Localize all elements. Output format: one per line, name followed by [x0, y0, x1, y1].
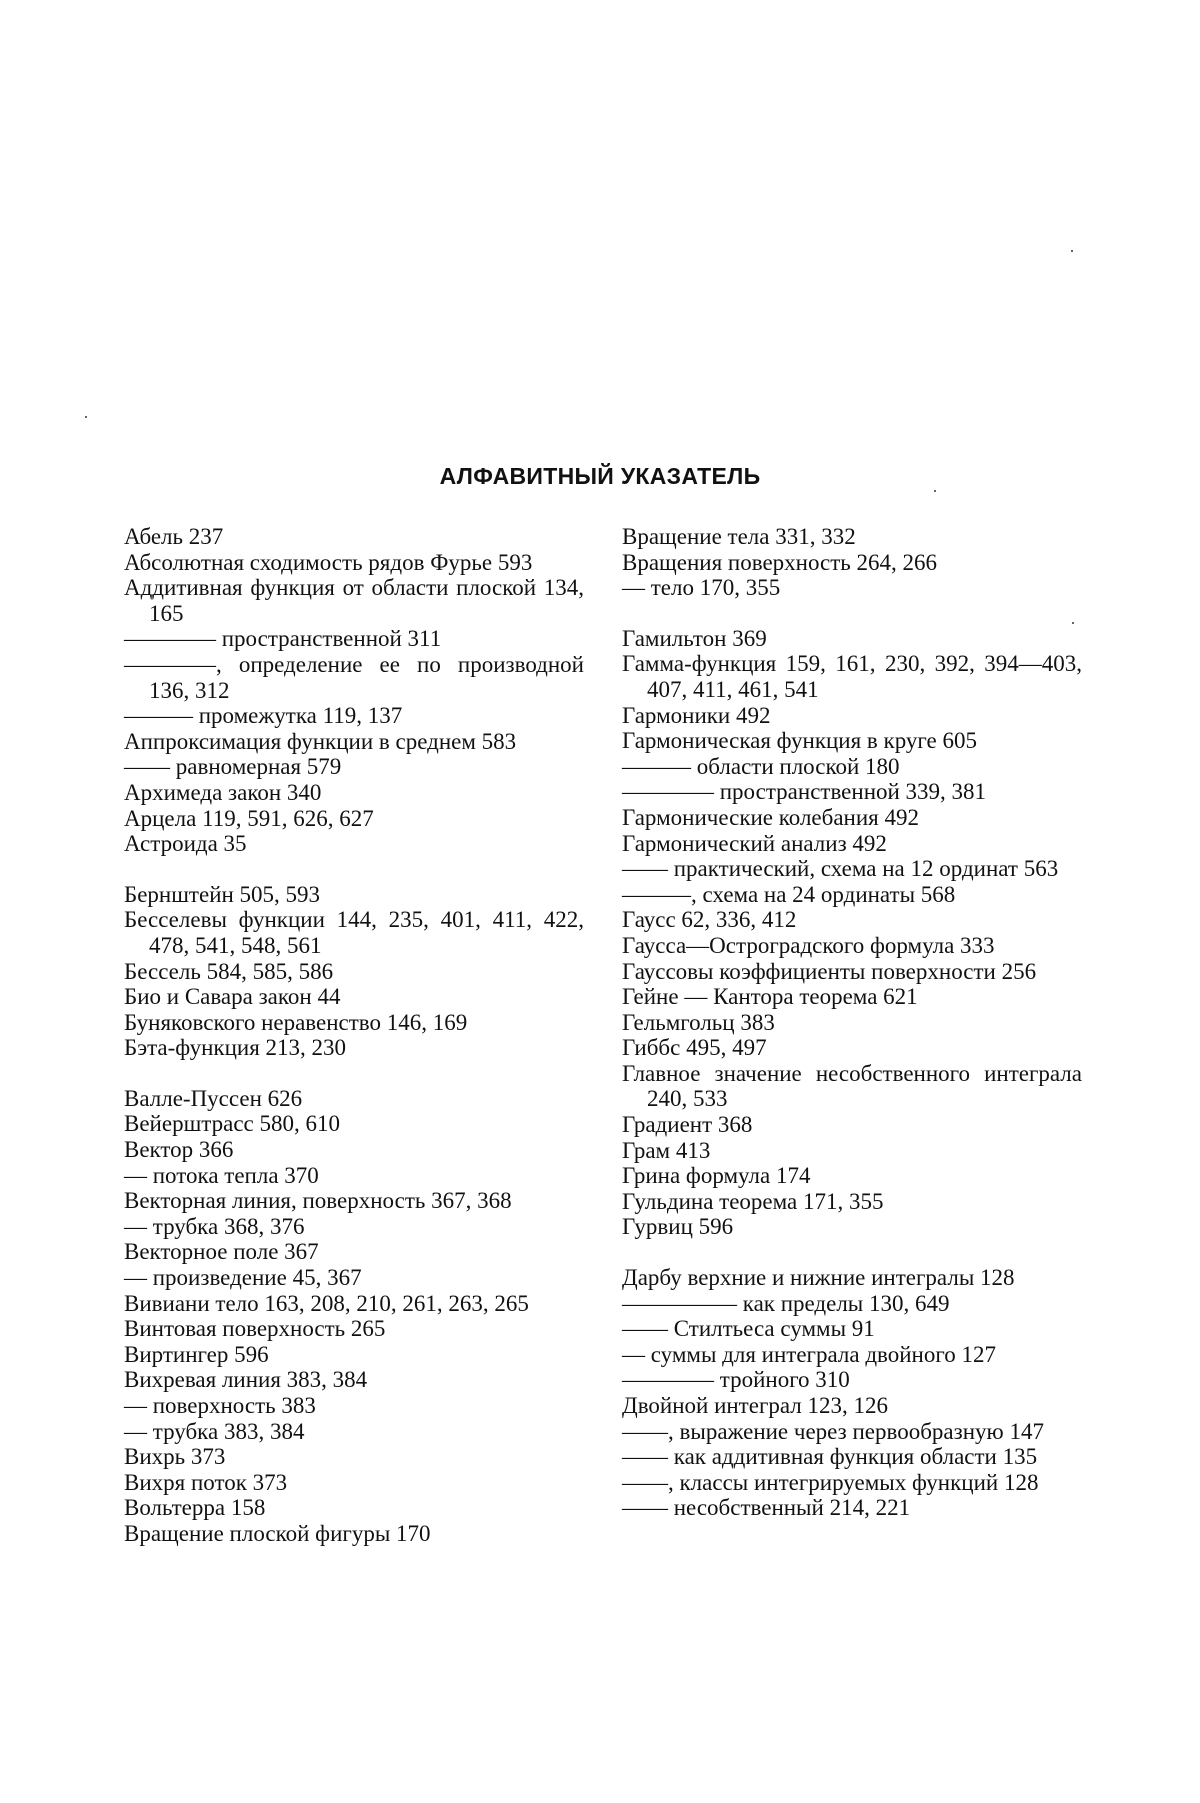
index-entry: Дарбу верхние и нижние интегралы 128: [622, 1265, 1015, 1291]
scan-speck: [85, 416, 87, 418]
index-entry: Вольтерра 158: [124, 1495, 266, 1521]
index-entry: ——— промежутка 119, 137: [124, 703, 403, 729]
index-entry: Вихря поток 373: [124, 1469, 288, 1495]
index-entry: Вектор 366: [124, 1137, 234, 1163]
index-entry: — трубка 383, 384: [124, 1418, 305, 1444]
index-column-left: [124, 524, 584, 1547]
index-entry: Вивиани тело 163, 208, 210, 261, 263, 265: [124, 1290, 529, 1316]
index-entry: Аддитивная функция от области плоской 134, 165: [124, 575, 584, 626]
index-entry: — тело 170, 355: [622, 575, 781, 601]
index-entry: ——, классы интегрируемых функций 128: [622, 1469, 1039, 1495]
index-entry: Арцела 119, 591, 626, 627: [124, 805, 374, 831]
index-entry: Гамма-функция 159, 161, 230, 392, 394—403, 407, 411, 461, 541: [622, 651, 1082, 702]
index-entry: Буняковского неравенство 146, 169: [124, 1009, 468, 1035]
index-entry: Гармоническая функция в круге 605: [622, 728, 978, 754]
index-entry: Векторная линия, поверхность 367, 368: [124, 1188, 512, 1214]
index-entry: Гейне — Кантора теорема 621: [622, 984, 918, 1010]
index-entry: — суммы для интеграла двойного 127: [622, 1341, 996, 1367]
index-entry: ———— пространственной 339, 381: [622, 779, 987, 805]
index-entry: Вращение плоской фигуры 170: [124, 1520, 431, 1546]
index-entry: —— Стилтьеса суммы 91: [622, 1316, 875, 1342]
index-entry: Валле-Пуссен 626: [124, 1085, 303, 1111]
index-entry: —— равномерная 579: [124, 754, 342, 780]
index-entry: Градиент 368: [622, 1112, 753, 1138]
index-entry: Винтовая поверхность 265: [124, 1316, 386, 1342]
index-entry: —— как аддитивная функция области 135: [622, 1444, 1038, 1470]
index-entry: Вейерштрасс 580, 610: [124, 1111, 340, 1137]
index-entry: Вращение тела 331, 332: [622, 524, 856, 549]
index-entry: Гармонические колебания 492: [622, 804, 920, 830]
index-entry: Астроида 35: [124, 831, 247, 857]
index-entry: Гауссовы коэффициенты поверхности 256: [622, 958, 1037, 984]
index-entry: Био и Савара закон 44: [124, 984, 341, 1010]
index-entry: Векторное поле 367: [124, 1239, 319, 1265]
index-entry: ———— тройного 310: [622, 1367, 850, 1393]
index-entry: Виртингер 596: [124, 1341, 269, 1367]
index-entry: Гамильтон 369: [622, 625, 767, 651]
index-column-right: [622, 524, 1082, 1521]
index-entry: Бэта-функция 213, 230: [124, 1035, 347, 1061]
index-entry: — трубка 368, 376: [124, 1213, 305, 1239]
index-entry: Абель 237: [124, 524, 224, 549]
index-entry: ————, определение ее по производной 136, 312: [124, 651, 584, 703]
index-entry: Архимеда закон 340: [124, 779, 322, 805]
index-entry: — поверхность 383: [124, 1393, 316, 1418]
index-entry: ——, выражение через первообразную 147: [622, 1418, 1044, 1444]
index-entry: Гаусс 62, 336, 412: [622, 907, 797, 933]
index-entry: Гаусса—Остроградского формула 333: [622, 932, 995, 958]
scan-speck: [1071, 250, 1073, 252]
page-title: АЛФАВИТНЫЙ УКАЗАТЕЛЬ: [439, 463, 761, 489]
index-entry: ————— как пределы 130, 649: [622, 1290, 950, 1316]
index-entry: Грина формула 174: [622, 1163, 811, 1189]
index-entry: Бернштейн 505, 593: [124, 881, 321, 907]
index-entry: Аппроксимация функции в среднем 583: [124, 728, 517, 754]
index-entry: ———— пространственной 311: [124, 626, 442, 652]
index-entry: Гурвиц 596: [622, 1214, 734, 1240]
index-entry: Гульдина теорема 171, 355: [622, 1188, 884, 1214]
index-entry: Гармонический анализ 492: [622, 830, 887, 856]
scan-speck: [934, 490, 936, 492]
index-entry: Вращения поверхность 264, 266: [622, 549, 938, 575]
index-entry: Главное значение несобственного интеграла 240, 533: [622, 1060, 1082, 1112]
index-entry: Двойной интеграл 123, 126: [622, 1393, 889, 1418]
index-entry: ——— области плоской 180: [622, 753, 900, 779]
index-entry: Гиббс 495, 497: [622, 1035, 767, 1061]
index-entry: Бессель 584, 585, 586: [124, 958, 334, 984]
scan-speck: [1072, 622, 1074, 624]
index-entry: — потока тепла 370: [124, 1162, 319, 1188]
index-entry: Гармоники 492: [622, 702, 771, 728]
index-entry: Грам 413: [622, 1137, 711, 1163]
index-entry: Бесселевы функции 144, 235, 401, 411, 422, 478, 541, 548, 561: [124, 907, 584, 958]
index-entry: Вихрь 373: [124, 1444, 226, 1470]
index-entry: —— практический, схема на 12 ординат 563: [622, 856, 1059, 882]
index-entry: —— несобственный 214, 221: [622, 1495, 911, 1521]
index-entry: Гельмгольц 383: [622, 1009, 775, 1035]
index-entry: — произведение 45, 367: [124, 1265, 362, 1291]
index-entry: Абсолютная сходимость рядов Фурье 593: [124, 549, 533, 575]
index-entry: Вихревая линия 383, 384: [124, 1367, 368, 1393]
index-entry: ———, схема на 24 ординаты 568: [622, 881, 956, 907]
